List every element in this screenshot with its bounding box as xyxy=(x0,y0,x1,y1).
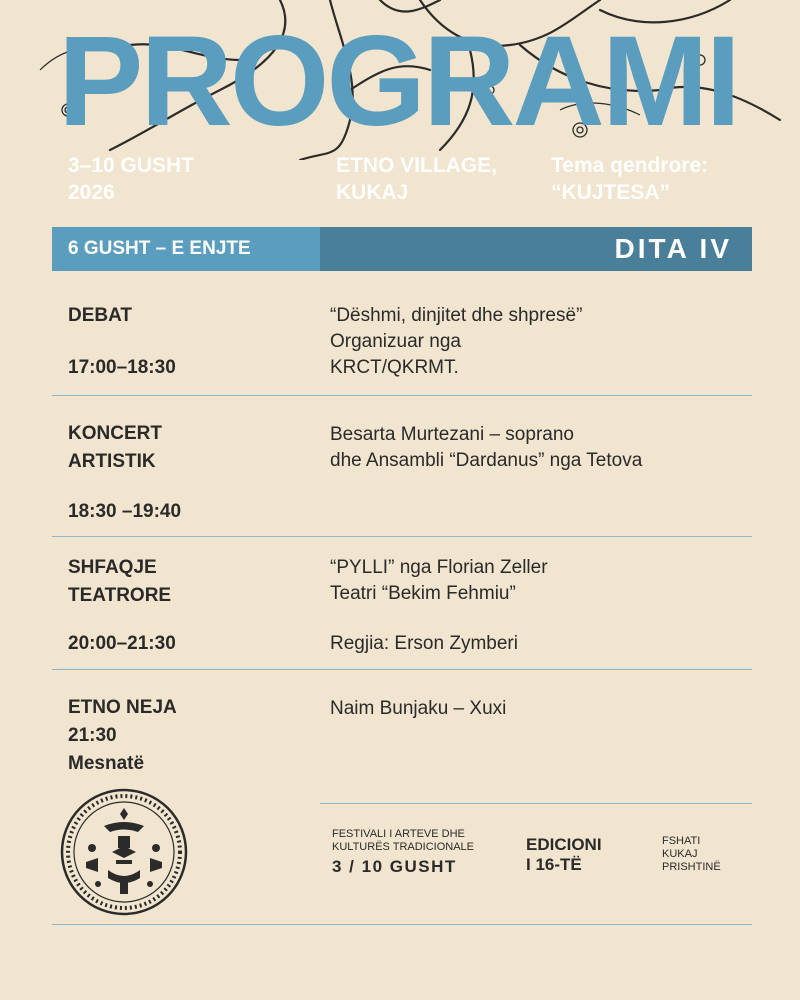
event-description: “PYLLI” nga Florian Zeller Teatri “Bekim Fehmiu” xyxy=(330,557,548,604)
event-time: 20:00–21:30 xyxy=(68,633,176,654)
event-time: 17:00–18:30 xyxy=(68,357,176,378)
event-time: 18:30 –19:40 xyxy=(68,501,182,522)
day-number: DITA IV xyxy=(614,233,732,264)
day-date: 6 GUSHT – E ENJTE xyxy=(52,227,320,271)
event-director: Regjia: Erson Zymberi xyxy=(330,633,518,654)
venue-line-2: KUKAJ xyxy=(336,181,409,204)
venue xyxy=(336,152,497,206)
dates-line-2: 2026 xyxy=(68,181,115,204)
event-description: “Dëshmi, dinjitet dhe shpresë” Organizuar nga KRCT/QKRMT. xyxy=(330,305,583,378)
edition: EDICIONI I 16-TË xyxy=(526,835,602,874)
divider xyxy=(52,669,752,670)
festival-name: FESTIVALI I ARTEVE DHE KULTURËS TRADICIONALE xyxy=(332,828,475,853)
theme-line-2: “KUJTESA” xyxy=(551,181,671,204)
theme-line-1: Tema qendrore: xyxy=(551,154,709,177)
divider xyxy=(52,395,752,396)
festival-dates xyxy=(68,152,194,206)
theme xyxy=(551,152,708,206)
location: FSHATI KUKAJ PRISHTINË xyxy=(662,835,721,873)
event-category: DEBAT xyxy=(68,305,133,326)
day-banner xyxy=(52,227,752,271)
dates-line-1: 3–10 GUSHT xyxy=(68,154,195,177)
bottom-divider xyxy=(52,924,752,925)
footer-divider xyxy=(320,803,752,804)
event-category: ETNO NEJA 21:30 Mesnatë xyxy=(68,697,177,774)
venue-line-1: ETNO VILLAGE, xyxy=(336,154,498,177)
page-title: PROGRAMI xyxy=(58,10,738,153)
festival-seal-logo xyxy=(58,786,190,918)
event-description: Besarta Murtezani – soprano dhe Ansambli “Dardanus” nga Tetova xyxy=(330,424,643,471)
divider xyxy=(52,536,752,537)
event-category: SHFAQJE TEATRORE xyxy=(68,557,172,606)
event-category: KONCERT ARTISTIK xyxy=(68,423,162,472)
festival-footer-dates: 3 / 10 GUSHT xyxy=(332,857,457,876)
event-description: Naim Bunjaku – Xuxi xyxy=(330,698,507,719)
